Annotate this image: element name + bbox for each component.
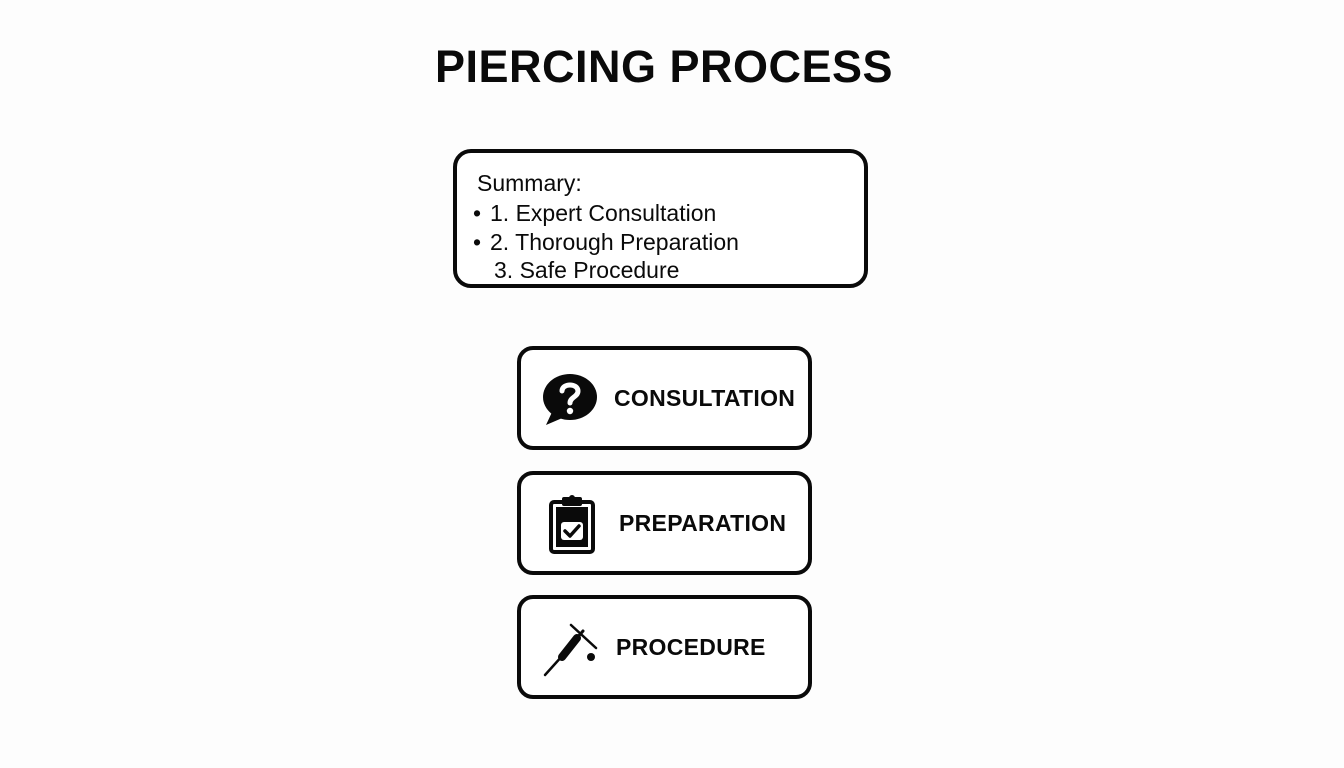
summary-item xyxy=(473,199,716,227)
piercing-needle-icon xyxy=(537,617,601,681)
step-label: CONSULTATION xyxy=(614,385,796,411)
summary-item-text: 2. Thorough Preparation xyxy=(490,229,739,255)
step-consultation xyxy=(517,346,812,450)
summary-item-text: 3. Safe Procedure xyxy=(494,257,680,283)
summary-item-text: 1. Expert Consultation xyxy=(490,200,717,226)
summary-bullet: • xyxy=(473,200,482,226)
summary-item xyxy=(494,256,679,284)
summary-box xyxy=(453,149,868,288)
page-title: PIERCING PROCESS xyxy=(434,41,894,92)
step-procedure xyxy=(517,595,812,699)
step-label: PROCEDURE xyxy=(616,634,766,660)
summary-heading: Summary: xyxy=(477,170,582,196)
question-speech-bubble-icon xyxy=(539,368,603,432)
clipboard-check-icon xyxy=(539,493,603,557)
summary-item xyxy=(473,228,739,256)
step-label: PREPARATION xyxy=(619,510,787,536)
summary-bullet: • xyxy=(473,229,482,255)
step-preparation xyxy=(517,471,812,575)
